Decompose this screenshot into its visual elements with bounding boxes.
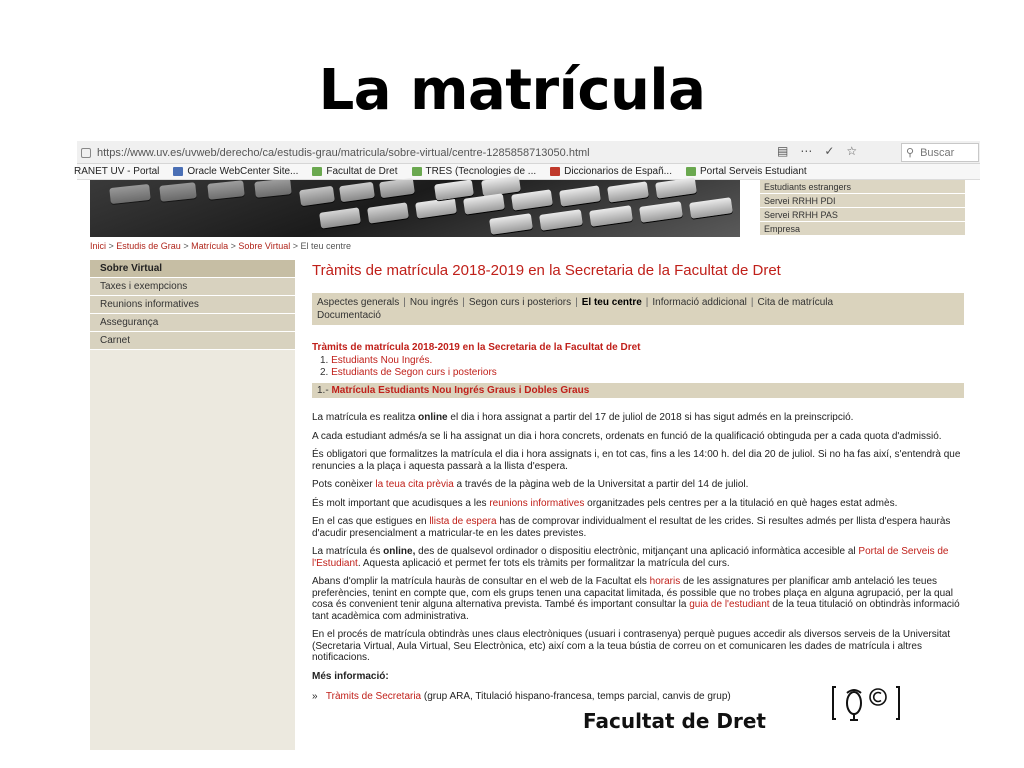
bookmark-label: Facultat de Dret [326,166,398,177]
address-bar [77,141,980,164]
slide-footer: Facultat de Dret [583,709,766,733]
nav-item-sobre-virtual[interactable]: Sobre Virtual [90,260,295,278]
breadcrumb: Inici > Estudis de Grau > Matrícula > Sobre Virtual > El teu centre [90,241,352,251]
paragraph: A cada estudiant admés/a se li ha assignat un dia i hora concrets, ordenats en funció de la qualificació obtinguda per a cada quota d'admissió. [312,430,942,442]
search-icon: ⚲ [906,147,915,159]
bookmark-item[interactable] [686,166,807,177]
breadcrumb-link[interactable]: Inici [90,241,107,251]
paragraph: En el cas que estigues en llista de espera has de comprovar individualment el resultat de les crides. Si resultes admés per llista d'espera hauràs d'acudir presencialment a matricular-te en les dates previstes. [312,516,951,539]
left-nav [90,260,295,750]
bookmark-label: Diccionarios de Españ... [564,166,672,177]
toc-link[interactable]: Estudiants Nou Ingrés. [331,355,433,366]
breadcrumb-link[interactable]: Matrícula [191,241,229,251]
browser-screenshot [74,141,980,702]
puzzle-icon [412,167,422,176]
nav-item-asseguranca[interactable]: Assegurança [90,314,295,332]
nav-fill [90,350,295,750]
reunions-link[interactable]: reunions informatives [489,497,585,509]
bookmark-item[interactable] [173,166,298,177]
section-title: Tràmits de matrícula 2018-2019 en la Secretaria de la Facultat de Dret [312,342,641,353]
breadcrumb-link[interactable]: Estudis de Grau [116,241,181,251]
puzzle-icon [312,167,322,176]
tramits-secretaria-link[interactable]: Tràmits de Secretaria [325,691,422,702]
main-content [312,256,964,703]
portal-serveis-link[interactable]: Portal de Serveis de l'Estudiant [312,546,949,569]
bookmark-label: Oracle WebCenter Site... [187,166,299,177]
wr-icon [550,167,560,176]
bookmark-label: TRES (Tecnologies de ... [425,166,537,177]
uv-logo-icon [830,683,902,723]
list-item: » Tràmits de Secretaria (grup ARA, Titulació hispano-francesa, temps parcial, canvis de grup) [312,691,731,702]
slide-title: La matrícula [318,58,706,123]
llista-espera-link[interactable]: llista de espera [429,516,497,527]
paragraph: Pots conèixer la teua cita prèvia a través de la pàgina web de la Universitat a partir del 14 de juliol. [312,479,749,490]
nav-item-carnet[interactable]: Carnet [90,332,295,350]
nav-item-reunions[interactable]: Reunions informatives [90,296,295,314]
table-of-contents: 1. Estudiants Nou Ingrés. 2. Estudiants de Segon curs i posteriors [320,355,497,378]
page-info-icon[interactable] [81,148,91,158]
tab-el-teu-centre[interactable]: El teu centre [581,297,642,308]
paragraph: Abans d'omplir la matrícula hauràs de consultar en el web de la Facultat els horaris de les assignatures per planificar amb antelació les teues preferències, tenint en compte que, com els grups tenen una capacitat limitada, és possible que no trobes plaça en alguna agrupació, per la qual cosa és convenient tenir alguna alternativa prevista. També és important consultar la guia de l'estudiant de la teua titulació on obtindràs informació tant acadèmica com administrativa. [312,576,960,622]
breadcrumb-current: El teu centre [300,241,352,251]
guia-estudiant-link[interactable]: guia de l'estudiant [689,599,770,610]
body-text [312,412,964,703]
url-field[interactable] [81,144,811,161]
tab-cita-matricula[interactable]: Cita de matrícula [757,297,834,308]
tab-aspectes-generals[interactable]: Aspectes generals [317,297,400,308]
bookmark-label: RANET UV - Portal [74,166,160,177]
url-actions [777,144,857,158]
right-menu-item[interactable]: Servei RRHH PAS [760,208,965,222]
right-menu-item[interactable]: Estudiants estrangers [760,180,965,194]
right-menu-item[interactable]: Servei RRHH PDI [760,194,965,208]
page-title: Tràmits de matrícula 2018-2019 en la Secretaria de la Facultat de Dret [312,262,781,279]
bookmark-item[interactable] [550,166,672,177]
more-info-heading: Més informació: [312,670,389,682]
paragraph: En el procés de matrícula obtindràs unes claus electròniques (usuari i contrasenya) perquè pugues accedir als diversos serveis de la Universitat (Secretaria Virtual, Aula Virtual, Seu Electrònica, etc) així com a la teua bústia de correu on et comunicaren les dades de matrícula i altres notificacions. [312,629,951,663]
paragraph: És obligatori que formalitzes la matrícula el dia i hora assignats i, en tot cas, fins a les 14:00 h. del dia 20 de juliol. Si no ha fas així, s'entendrà que renuncies a la plaça i aquesta passarà a la llista d'espera. [312,449,961,472]
page-icon [173,167,183,176]
breadcrumb-link[interactable]: Sobre Virtual [238,241,291,251]
reader-view-icon[interactable]: ▤ [777,144,789,158]
tab-nou-ingres[interactable]: Nou ingrés [409,297,459,308]
bookmark-item[interactable] [74,166,159,177]
section-bar: 1.- Matrícula Estudiants Nou Ingrés Graus i Dobles Graus [312,383,964,398]
horaris-link[interactable]: horaris [649,576,681,587]
tab-informacio-addicional[interactable]: Informació addicional [652,297,747,308]
pocket-icon[interactable]: ✓ [824,144,835,158]
puzzle-icon [686,167,696,176]
search-placeholder: Buscar [920,146,955,159]
bookmarks-bar [74,164,980,180]
bookmark-label: Portal Serveis Estudiant [699,166,807,177]
nav-item-taxes[interactable]: Taxes i exempcions [90,278,295,296]
right-menu [760,180,965,238]
paragraph: La matrícula es realitza online el dia i hora assignat a partir del 17 de juliol de 2018 si has sigut admés en la preinscripció. [312,412,854,423]
toc-link[interactable]: Estudiants de Segon curs i posteriors [331,367,497,378]
tab-segon-curs[interactable]: Segon curs i posteriors [468,297,572,308]
tab-documentacio[interactable]: Documentació [317,310,381,321]
more-actions-icon[interactable]: ⋯ [800,144,813,158]
bookmark-item[interactable] [312,166,397,177]
section-bar-title: Matrícula Estudiants Nou Ingrés Graus i Dobles Graus [331,385,590,396]
cita-previa-link[interactable]: la teua cita prèvia [375,479,454,490]
paragraph: La matrícula és online, des de qualsevol ordinador o dispositiu electrònic, mitjançant una aplicació informàtica accesible al Portal de Serveis de l'Estudiant. Aquesta aplicació et permet fer tots els tràmits per formalitzar la matrícula del curs. [312,546,949,569]
search-input[interactable] [901,143,979,162]
tab-bar: Aspectes generals | Nou ingrés | Segon curs i posteriors | El teu centre | Informació addicional | Cita de matrícula Documentació [312,293,964,325]
right-menu-item[interactable]: Empresa [760,222,965,236]
bookmark-star-icon[interactable]: ☆ [846,144,858,158]
paragraph: És molt important que acudisques a les reunions informatives organitzades pels centres per a la titulació en què hages estat admès. [312,497,898,509]
keyboard-banner-image [90,180,740,237]
url-text: https://www.uv.es/uvweb/derecho/ca/estudis-grau/matricula/sobre-virtual/centre-1285858713050.html [97,146,590,159]
